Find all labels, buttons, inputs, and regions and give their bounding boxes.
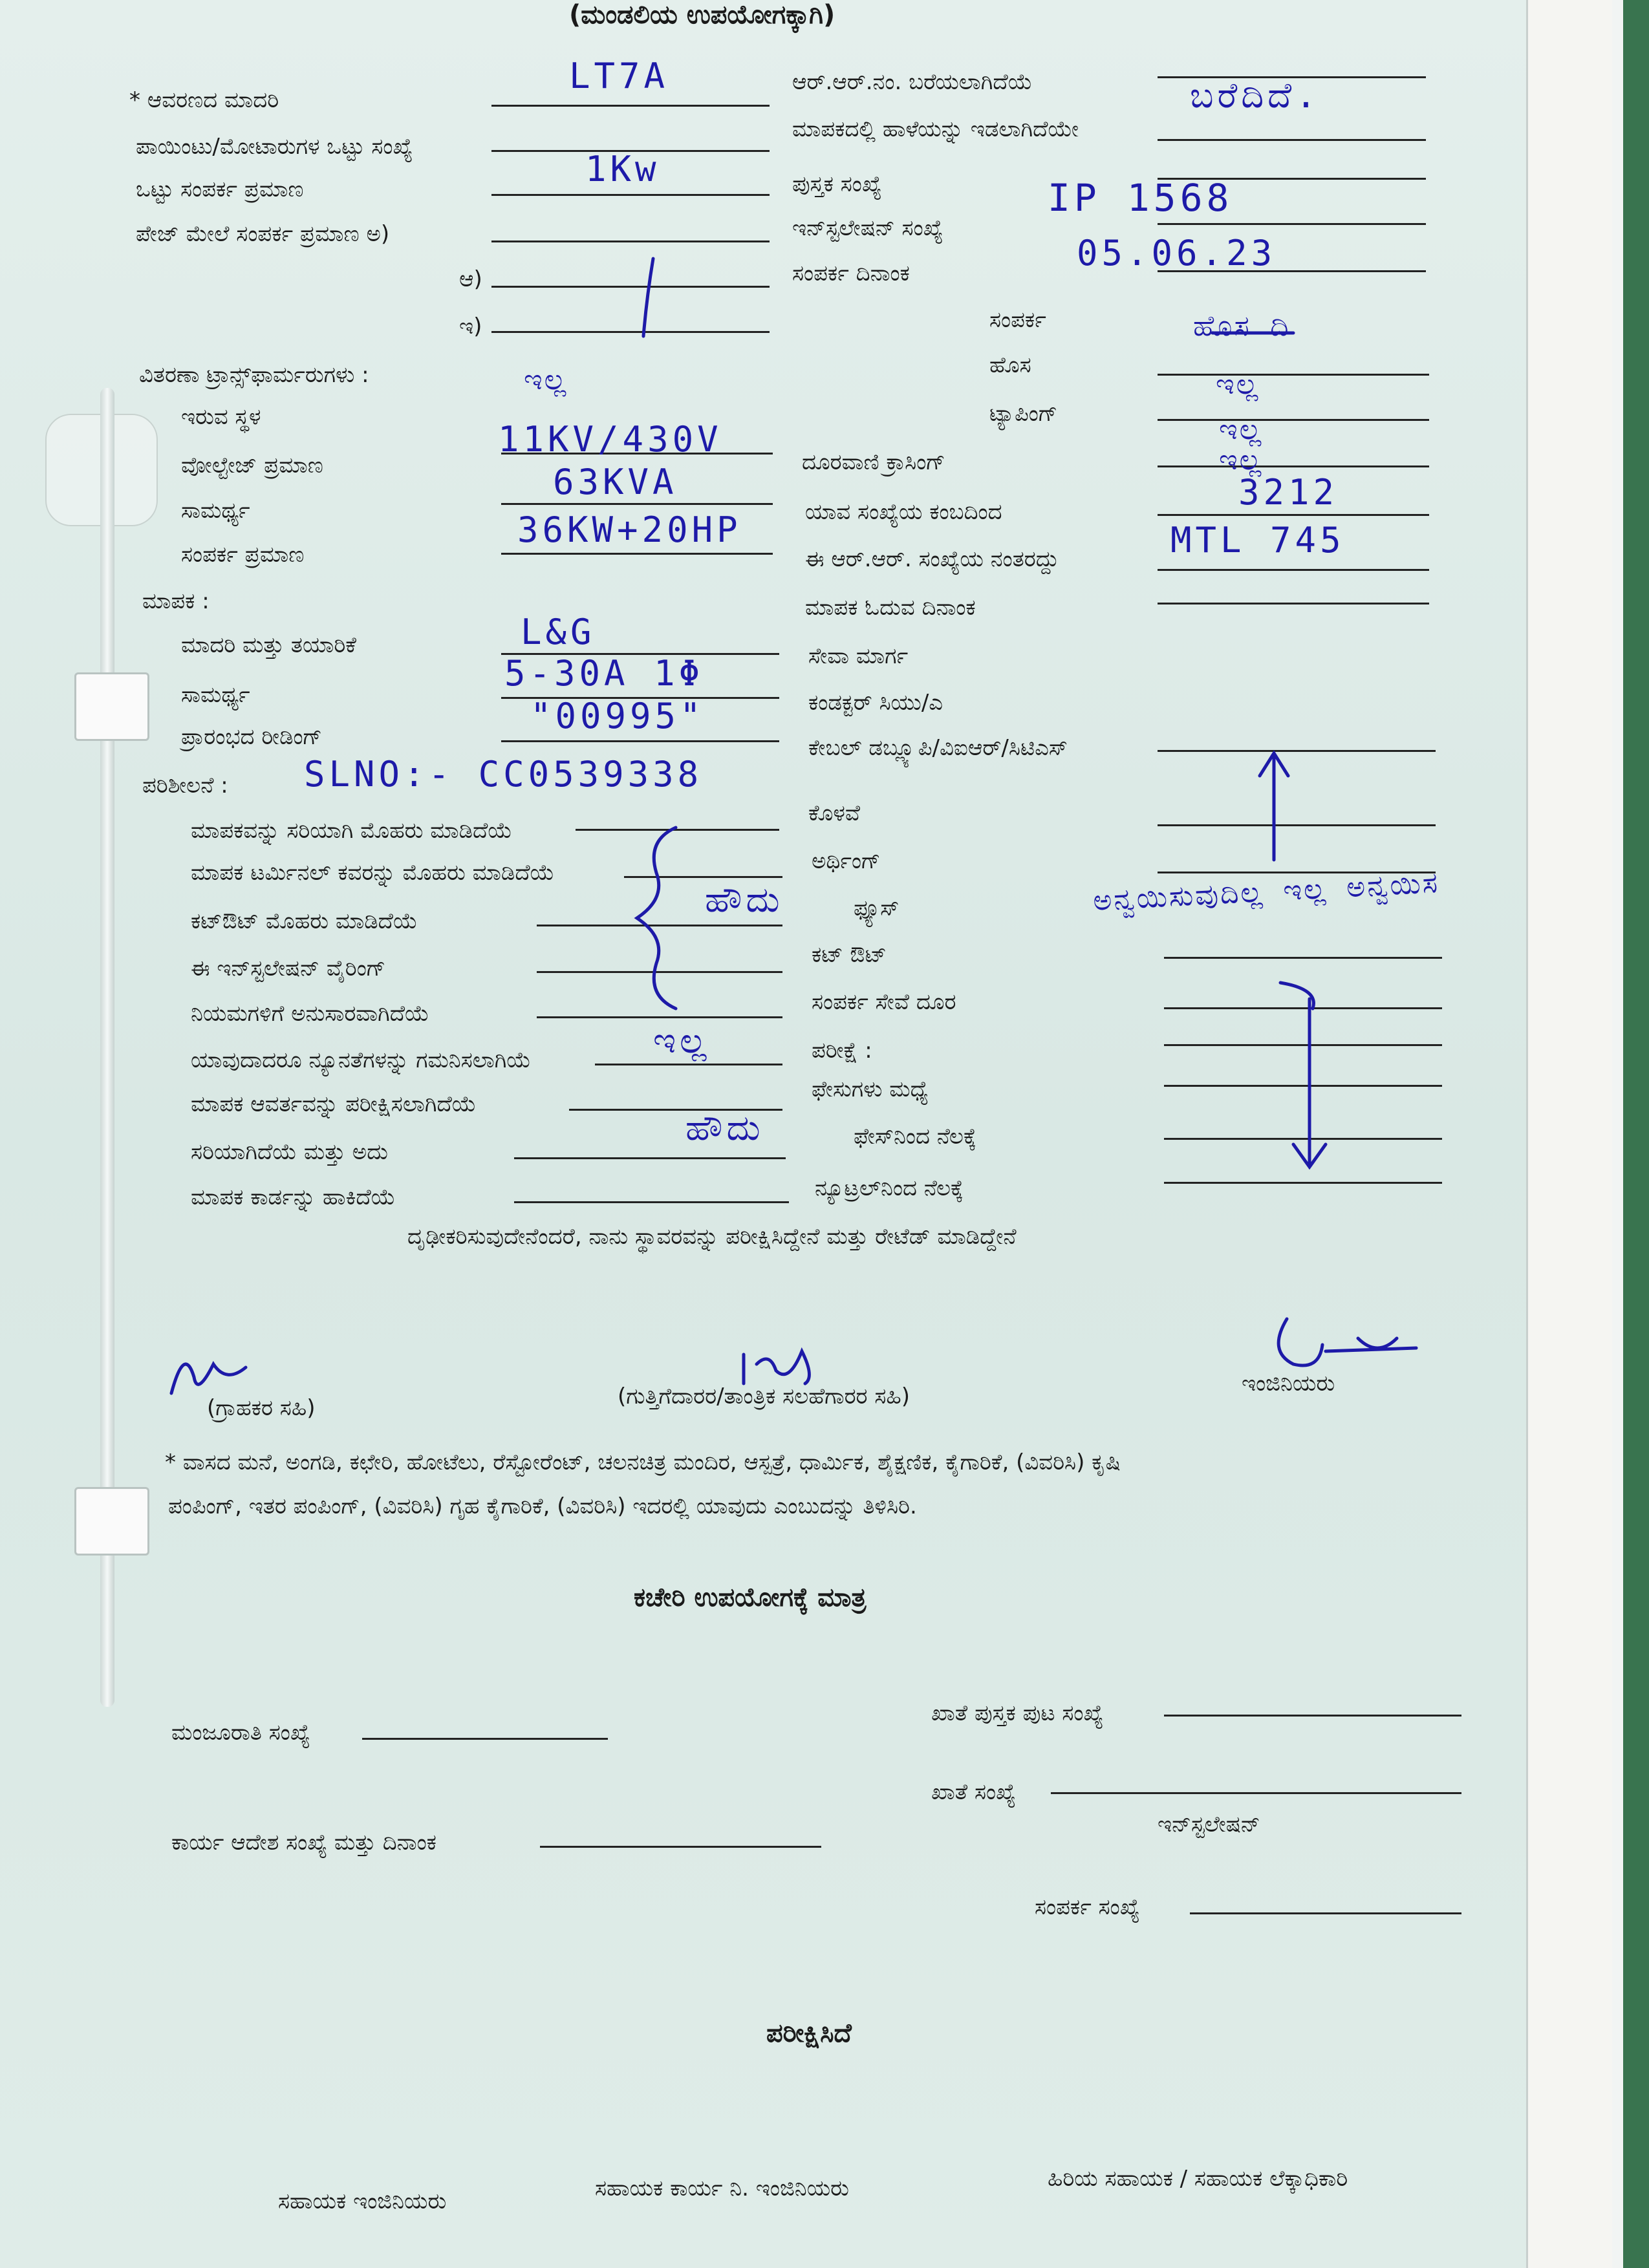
handwritten-value: MTL 745 — [1170, 520, 1345, 561]
form-title: (ಮಂಡಲಿಯ ಉಪಯೋಗಕ್ಕಾಗಿ) — [569, 0, 835, 30]
certification-text: ದೃಢೀಕರಿಸುವುದೇನೆಂದರೆ, ನಾನು ಸ್ಥಾವರವನ್ನು ಪರೀಕ್ಷಿಸಿದ್ದೇನೆ ಮತ್ತು ರೇಟೆಡ್ ಮಾಡಿದ್ದೇನೆ — [407, 1224, 1017, 1250]
field-label: ಸಾಮರ್ಥ್ಯ — [181, 682, 250, 708]
field-label: ಈ ಆರ್.ಆರ್. ಸಂಖ್ಯೆಯ ನಂತರದ್ದು — [805, 546, 1059, 572]
engineer-signature — [1278, 1319, 1416, 1365]
green-cover-strip — [1623, 0, 1649, 2268]
footnote-line: * ವಾಸದ ಮನೆ, ಅಂಗಡಿ, ಕಛೇರಿ, ಹೋಟೆಲು, ರೆಸ್ಟೋರೆಂಟ್, ಚಲನಚಿತ್ರ ಮಂದಿರ, ಆಸ್ಪತ್ರೆ, ಧಾರ್ಮಿಕ, ಶೈಕ್ಷಣಿಕ, ಕೈಗಾರಿಕೆ, (ವಿವರಿಸಿ) ಕೃಷಿ — [165, 1450, 1121, 1475]
check-item: ಈ ಇನ್‌ಸ್ಟಲೇಷನ್ ವೈರಿಂಗ್ — [191, 956, 386, 981]
field-label: ಕಟ್ ಔಟ್ — [812, 942, 887, 968]
field-label: ಸಂಪರ್ಕ — [989, 307, 1046, 333]
field-label: ಸಂಪರ್ಕ ಪ್ರಮಾಣ — [181, 542, 305, 568]
consumer-signature-label: (ಗ್ರಾಹಕರ ಸಹಿ) — [207, 1395, 316, 1421]
office-use-heading: ಕಚೇರಿ ಉಪಯೋಗಕ್ಕೆ ಮಾತ್ರ — [634, 1583, 867, 1612]
brace-stroke — [637, 828, 676, 1009]
field-label: ಕಂಡಕ್ಟರ್ ಸಿಯು/ಎ — [808, 690, 943, 716]
field-label: ಪೇಜ್ ಮೇಲೆ ಸಂಪರ್ಕ ಪ್ರಮಾಣ ಅ) — [136, 221, 390, 247]
field-label: ಪರೀಕ್ಷೆ : — [812, 1038, 872, 1064]
field-label: ಪಾಯಿಂಟು/ಮೋಟಾರುಗಳ ಒಟ್ಟು ಸಂಖ್ಯೆ — [136, 134, 413, 160]
field-label: ಇ) — [459, 314, 482, 339]
footer-signatory: ಸಹಾಯಕ ಕಾರ್ಯ ನಿ. ಇಂಜಿನಿಯರು — [595, 2176, 849, 2201]
handwritten-value: ಇಲ್ಲ — [1219, 413, 1264, 446]
binder-clip — [39, 388, 175, 1707]
handwritten-value: ಹೌದು — [685, 1107, 764, 1148]
check-item: ಮಾಪಕ ಆವರ್ತವನ್ನು ಪರೀಕ್ಷಿಸಲಾಗಿದೆಯೆ — [191, 1091, 477, 1117]
field-label: ಪ್ರಾರಂಭದ ರೀಡಿಂಗ್ — [181, 724, 322, 750]
field-label: ಸಾಮರ್ಥ್ಯ — [181, 498, 250, 524]
field-label: ಮಾದರಿ ಮತ್ತು ತಯಾರಿಕೆ — [181, 632, 356, 658]
check-item: ಮಾಪಕವನ್ನು ಸರಿಯಾಗಿ ಮೊಹರು ಮಾಡಿದೆಯೆ — [191, 818, 513, 844]
check-item: ಸರಿಯಾಗಿದೆಯೆ ಮತ್ತು ಅದು — [191, 1139, 388, 1165]
field-label: ನ್ಯೂಟ್ರಲ್‌ನಿಂದ ನೆಲಕ್ಕೆ — [815, 1175, 964, 1201]
field-label: ಫೇಸುಗಳು ಮಧ್ಯೆ — [812, 1076, 929, 1102]
handwritten-value: 36KW+20HP — [517, 509, 742, 550]
field-label: ಹೊಸ — [989, 352, 1031, 378]
handwritten-value: ಇಲ್ಲ — [1219, 444, 1264, 476]
handwritten-value: 3212 — [1238, 472, 1339, 513]
handwritten-value: 1Kw — [585, 149, 660, 189]
handwritten-value: ಇಲ್ಲ — [1216, 368, 1260, 401]
handwritten-value: L&G — [521, 612, 596, 652]
field-label: ಮಂಜೂರಾತಿ ಸಂಖ್ಯೆ — [171, 1720, 310, 1746]
field-label: ಖಾತೆ ಪುಸ್ತಕ ಪುಟ ಸಂಖ್ಯೆ — [931, 1700, 1104, 1726]
contractor-signature — [744, 1351, 809, 1384]
field-label: ಕಾರ್ಯ ಆದೇಶ ಸಂಖ್ಯೆ ಮತ್ತು ದಿನಾಂಕ — [171, 1830, 436, 1856]
field-label: ಸಂಪರ್ಕ ಸೇವೆ ದೂರ — [812, 989, 956, 1015]
handwritten-note: ಅನ್ವಯಿಸುವುದಿಲ್ಲ ಇಲ್ಲ ಅನ್ವಯಿಸ — [1092, 866, 1441, 917]
handwritten-value: 05.06.23 — [1077, 233, 1277, 273]
handwritten-value: LT7A — [569, 56, 669, 96]
handwritten-value: ಹೊಸ ದಿ — [1193, 310, 1291, 343]
field-label: ಅರ್ಥಿಂಗ್ — [812, 848, 881, 874]
arrow-up — [1260, 753, 1288, 860]
check-item: ಮಾಪಕ ಟರ್ಮಿನಲ್ ಕವರನ್ನು ಮೊಹರು ಮಾಡಿದೆಯೆ — [191, 860, 555, 886]
handwritten-value: ಇಲ್ಲ — [653, 1020, 711, 1061]
consumer-signature — [171, 1364, 246, 1393]
contractor-signature-label: (ಗುತ್ತಿಗೆದಾರರ/ತಾಂತ್ರಿಕ ಸಲಹೆಗಾರರ ಸಹಿ) — [618, 1384, 911, 1409]
handwritten-value: ಹೌದು — [705, 879, 784, 920]
field-label: ಮಾಪಕದಲ್ಲಿ ಹಾಳೆಯನ್ನು ಇಡಲಾಗಿದೆಯೇ — [792, 116, 1079, 142]
field-label: ಸೇವಾ ಮಾರ್ಗ — [808, 643, 909, 669]
footer-signatory: ಹಿರಿಯ ಸಹಾಯಕ / ಸಹಾಯಕ ಲೆಕ್ಕಾಧಿಕಾರಿ — [1048, 2166, 1348, 2192]
check-item: ಮಾಪಕ ಕಾರ್ಡನ್ನು ಹಾಕಿದೆಯೆ — [191, 1184, 396, 1210]
section-heading: ಪರಿಶೀಲನೆ : — [142, 773, 228, 798]
section-heading: ವಿತರಣಾ ಟ್ರಾನ್ಸ್‌ಫಾರ್ಮರುಗಳು : — [139, 362, 369, 388]
footer-signatory: ಸಹಾಯಕ ಇಂಜಿನಿಯರು — [278, 2188, 447, 2214]
binder-fastener — [74, 1487, 149, 1556]
handwritten-value: IP 1568 — [1048, 176, 1233, 220]
field-label: ಒಟ್ಟು ಸಂಪರ್ಕ ಪ್ರಮಾಣ — [136, 177, 304, 202]
meter-serial: SLNO:- CC0539338 — [304, 754, 703, 795]
field-label: ಆ) — [459, 266, 482, 292]
field-label: ಆರ್.ಆರ್.ನಂ. ಬರೆಯಲಾಗಿದೆಯೆ — [792, 69, 1033, 95]
field-label: ಮಾಪಕ ಓದುವ ದಿನಾಂಕ — [805, 595, 976, 621]
field-label: ಫೇಸ್‌ನಿಂದ ನೆಲಕ್ಕೆ — [854, 1124, 976, 1150]
field-label: ಸಂಪರ್ಕ ದಿನಾಂಕ — [792, 261, 910, 286]
field-label: ಯಾವ ಸಂಖ್ಯೆಯ ಕಂಬದಿಂದ — [805, 499, 1002, 525]
field-label: ಖಾತೆ ಸಂಖ್ಯೆ — [931, 1779, 1016, 1805]
handwritten-value: ಇಲ್ಲ — [524, 363, 568, 396]
field-label: ಪುಸ್ತಕ ಸಂಖ್ಯೆ — [792, 171, 882, 197]
field-label: ಇನ್‌ಸ್ಟಲೇಷನ್ ಸಂಖ್ಯೆ — [792, 215, 943, 241]
field-label: ಕೊಳವೆ — [808, 800, 861, 826]
field-label: ಸಂಪರ್ಕ ಸಂಖ್ಯೆ — [1035, 1894, 1140, 1920]
handwritten-value: 63KVA — [553, 462, 678, 502]
engineer-signature-label: ಇಂಜಿನಿಯರು — [1242, 1371, 1335, 1396]
check-item: ನಿಯಮಗಳಿಗೆ ಅನುಸಾರವಾಗಿದೆಯೆ — [191, 1001, 429, 1027]
check-item: ಕಟ್‌ಔಟ್ ಮೊಹರು ಮಾಡಿದೆಯೆ — [191, 908, 418, 934]
handwritten-value: 5-30A 1Φ — [504, 653, 704, 694]
page-edge — [1526, 0, 1649, 2268]
check-item: ಯಾವುದಾದರೂ ನ್ಯೂನತೆಗಳನ್ನು ಗಮನಿಸಲಾಗಿಯೆ — [191, 1047, 532, 1073]
handwritten-value: 11KV/430V — [498, 419, 722, 460]
field-label: ವೋಲ್ಟೇಜ್ ಪ್ರಮಾಣ — [181, 453, 323, 478]
binder-fastener — [74, 672, 149, 741]
checked-heading: ಪರೀಕ್ಷಿಸಿದೆ — [766, 2018, 852, 2048]
handwritten-value: "00995" — [530, 696, 705, 736]
field-label: ಇನ್‌ಸ್ಟಲೇಷನ್ — [1158, 1812, 1260, 1837]
field-label: * ಆವರಣದ ಮಾದರಿ — [129, 87, 279, 113]
field-label: ದೂರವಾಣಿ ಕ್ರಾಸಿಂಗ್ — [802, 449, 945, 475]
footnote-line: ಪಂಪಿಂಗ್, ಇತರ ಪಂಪಿಂಗ್, (ವಿವರಿಸಿ) ಗೃಹ ಕೈಗಾರಿಕೆ, (ವಿವರಿಸಿ) ಇದರಲ್ಲಿ ಯಾವುದು ಎಂಬುದನ್ನು ತಿಳಿಸಿರಿ. — [168, 1493, 917, 1519]
field-label: ಇರುವ ಸ್ಥಳ — [181, 404, 261, 430]
underlying-page — [1526, 0, 1612, 2268]
field-label: ಫ್ಯೂಸ್ — [854, 895, 900, 921]
field-label: ಕೇಬಲ್ ಡಬ್ಲ್ಯೂಪಿ/ವಿಐಆರ್/ಸಿಟಿಎಸ್ — [808, 735, 1068, 761]
handwritten-value: ಬರೆದಿದೆ. — [1190, 75, 1320, 116]
field-label: ಟ್ಯಾಪಿಂಗ್ — [989, 401, 1058, 427]
arrow-down — [1293, 999, 1326, 1167]
dash-stroke — [643, 259, 653, 336]
section-heading: ಮಾಪಕ : — [142, 588, 210, 614]
